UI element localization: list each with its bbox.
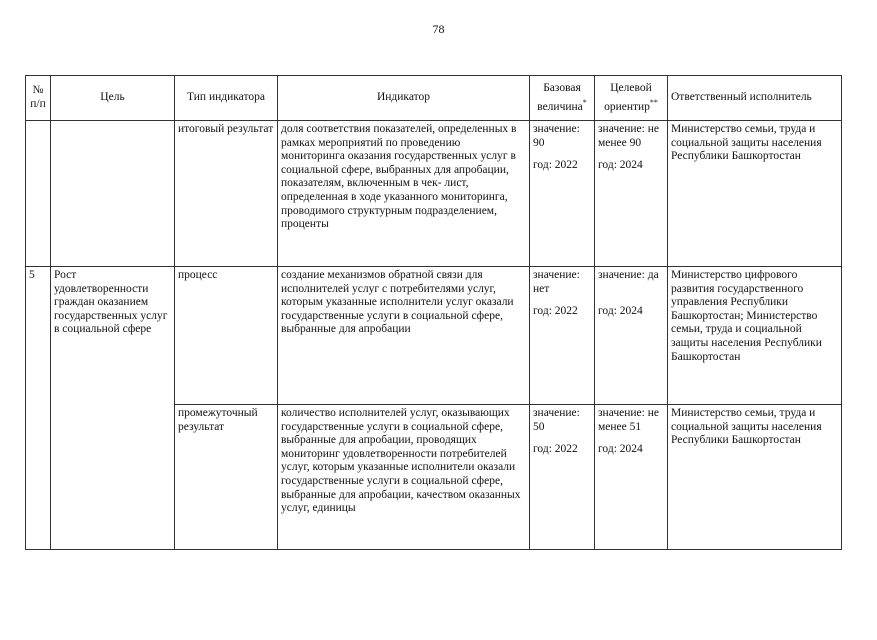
base-year: год: 2022 xyxy=(533,159,578,171)
header-target-label: Целевой ориентир xyxy=(604,81,652,113)
header-num: № п/п xyxy=(26,76,51,121)
goal-text: Рост удовлетворенности граждан оказанием государственных услуг в социальной сфере xyxy=(51,267,175,550)
target-value-cell xyxy=(595,121,668,267)
target-value: значение: не менее 90 xyxy=(598,123,659,149)
base-year: год: 2022 xyxy=(533,443,578,455)
header-base xyxy=(530,76,595,121)
target-year: год: 2024 xyxy=(598,305,643,317)
table-header-row xyxy=(26,76,842,121)
base-value-cell xyxy=(530,405,595,550)
base-value: значение: 90 xyxy=(533,123,580,149)
header-goal: Цель xyxy=(51,76,175,121)
indicators-table xyxy=(25,75,842,550)
target-value-cell xyxy=(595,267,668,405)
header-target-mark: ** xyxy=(649,97,658,107)
header-type: Тип индикатора xyxy=(175,76,278,121)
executor: Министерство цифрового развития государственного управления Республики Башкортостан; Министерство семьи, труда и социальной защиты населения Республики Башкортостан xyxy=(668,267,842,405)
indicator-type: промежуточный результат xyxy=(175,405,278,550)
target-year: год: 2024 xyxy=(598,443,643,455)
indicator-type: процесс xyxy=(175,267,278,405)
target-value-cell xyxy=(595,405,668,550)
table-row xyxy=(26,267,842,405)
executor: Министерство семьи, труда и социальной защиты населения Республики Башкортостан xyxy=(668,121,842,267)
page-number: 78 xyxy=(432,22,445,36)
table-row xyxy=(26,121,842,267)
base-year: год: 2022 xyxy=(533,305,578,317)
header-indicator: Индикатор xyxy=(278,76,530,121)
base-value: значение: нет xyxy=(533,269,580,295)
executor: Министерство семьи, труда и социальной защиты населения Республики Башкортостан xyxy=(668,405,842,550)
base-value-cell xyxy=(530,121,595,267)
indicator-text: количество исполнителей услуг, оказывающих государственные услуги в социальной сфере, выбранные для апробации, проводящих мониторинг удовлетворенности потребителей услуг, которым указанные исполнители оказали государственные услуги в социальной сфере, выбранные для апробации, качеством оказанных услуг, единицы xyxy=(278,405,530,550)
target-value: значение: не менее 51 xyxy=(598,407,659,433)
header-base-mark: * xyxy=(582,97,587,107)
indicator-text: доля соответствия показателей, определенных в рамках мероприятий по проведению мониторинга оказания государственных услуг в социальной сфере, выбранных для апробации, показателям, включенным в чек- лист, определенная в ходе указанного мониторинга, проводимого структурным подразделением, проценты xyxy=(278,121,530,267)
row-num-cell xyxy=(26,121,51,267)
header-base-label: Базовая величина xyxy=(537,81,583,113)
header-target xyxy=(595,76,668,121)
row-goal-cell xyxy=(51,121,175,267)
header-executor: Ответственный исполнитель xyxy=(668,76,842,121)
row-num: 5 xyxy=(26,267,51,550)
target-value: значение: да xyxy=(598,269,659,281)
base-value-cell xyxy=(530,267,595,405)
indicator-text: создание механизмов обратной связи для исполнителей услуг с потребителями услуг, которым указанные исполнители услуг оказали государственные услуги в социальной сфере, выбранные для апробации xyxy=(278,267,530,405)
base-value: значение: 50 xyxy=(533,407,580,433)
indicator-type: итоговый результат xyxy=(175,121,278,267)
target-year: год: 2024 xyxy=(598,159,643,171)
